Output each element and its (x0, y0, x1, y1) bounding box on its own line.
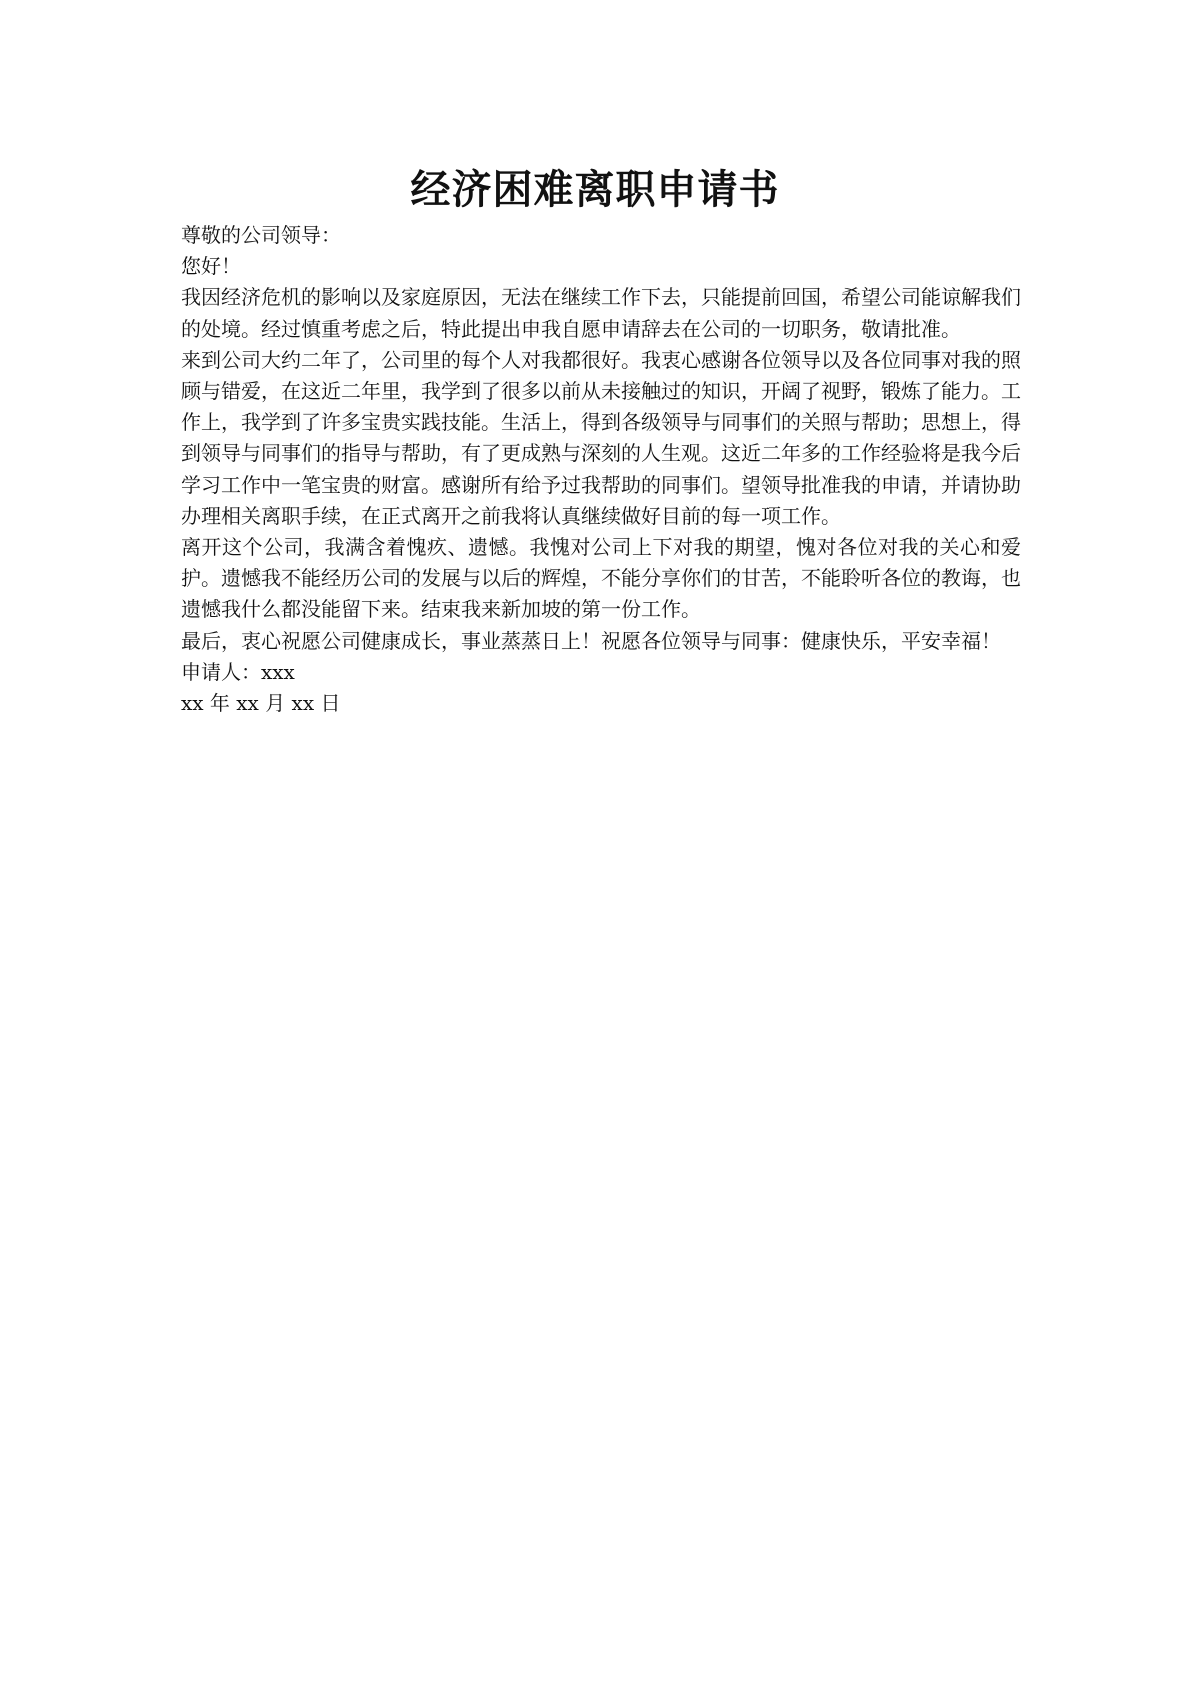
letter-body (181, 220, 1021, 719)
paragraph-closing: 最后，衷心祝愿公司健康成长，事业蒸蒸日上！祝愿各位领导与同事：健康快乐，平安幸福！ (181, 628, 1001, 653)
salutation: 尊敬的公司领导： (181, 223, 341, 247)
greeting: 您好！ (181, 254, 241, 279)
document-title: 经济困难离职申请书 (410, 166, 780, 213)
signature-line: 申请人：xxx (181, 659, 295, 684)
paragraph-reason: 我因经济危机的影响以及家庭原因，无法在继续工作下去，只能提前回国，希望公司能谅解我们的处境。经过慎重考虑之后，特此提出申我自愿申请辞去在公司的一切职务，敬请批准。 (181, 285, 1021, 341)
paragraph-regret: 离开这个公司，我满含着愧疚、遗憾。我愧对公司上下对我的期望，愧对各位对我的关心和爱护。遗憾我不能经历公司的发展与以后的辉煌，不能分享你们的甘苦，不能聆听各位的教诲，也遗憾我什么都没能留下来。结束我来新加坡的第一份工作。 (181, 535, 1021, 622)
date-line: xx 年 xx 月 xx 日 (181, 691, 341, 716)
paragraph-gratitude: 来到公司大约二年了，公司里的每个人对我都很好。我衷心感谢各位领导以及各位同事对我的照顾与错爱，在这近二年里，我学到了很多以前从未接触过的知识，开阔了视野，锻炼了能力。工作上，我学到了许多宝贵实践技能。生活上，得到各级领导与同事们的关照与帮助；思想上，得到领导与同事们的指导与帮助，有了更成熟与深刻的人生观。这近二年多的工作经验将是我今后学习工作中一笔宝贵的财富。感谢所有给予过我帮助的同事们。望领导批准我的申请，并请协助办理相关离职手续，在正式离开之前我将认真继续做好目前的每一项工作。 (181, 347, 1021, 528)
